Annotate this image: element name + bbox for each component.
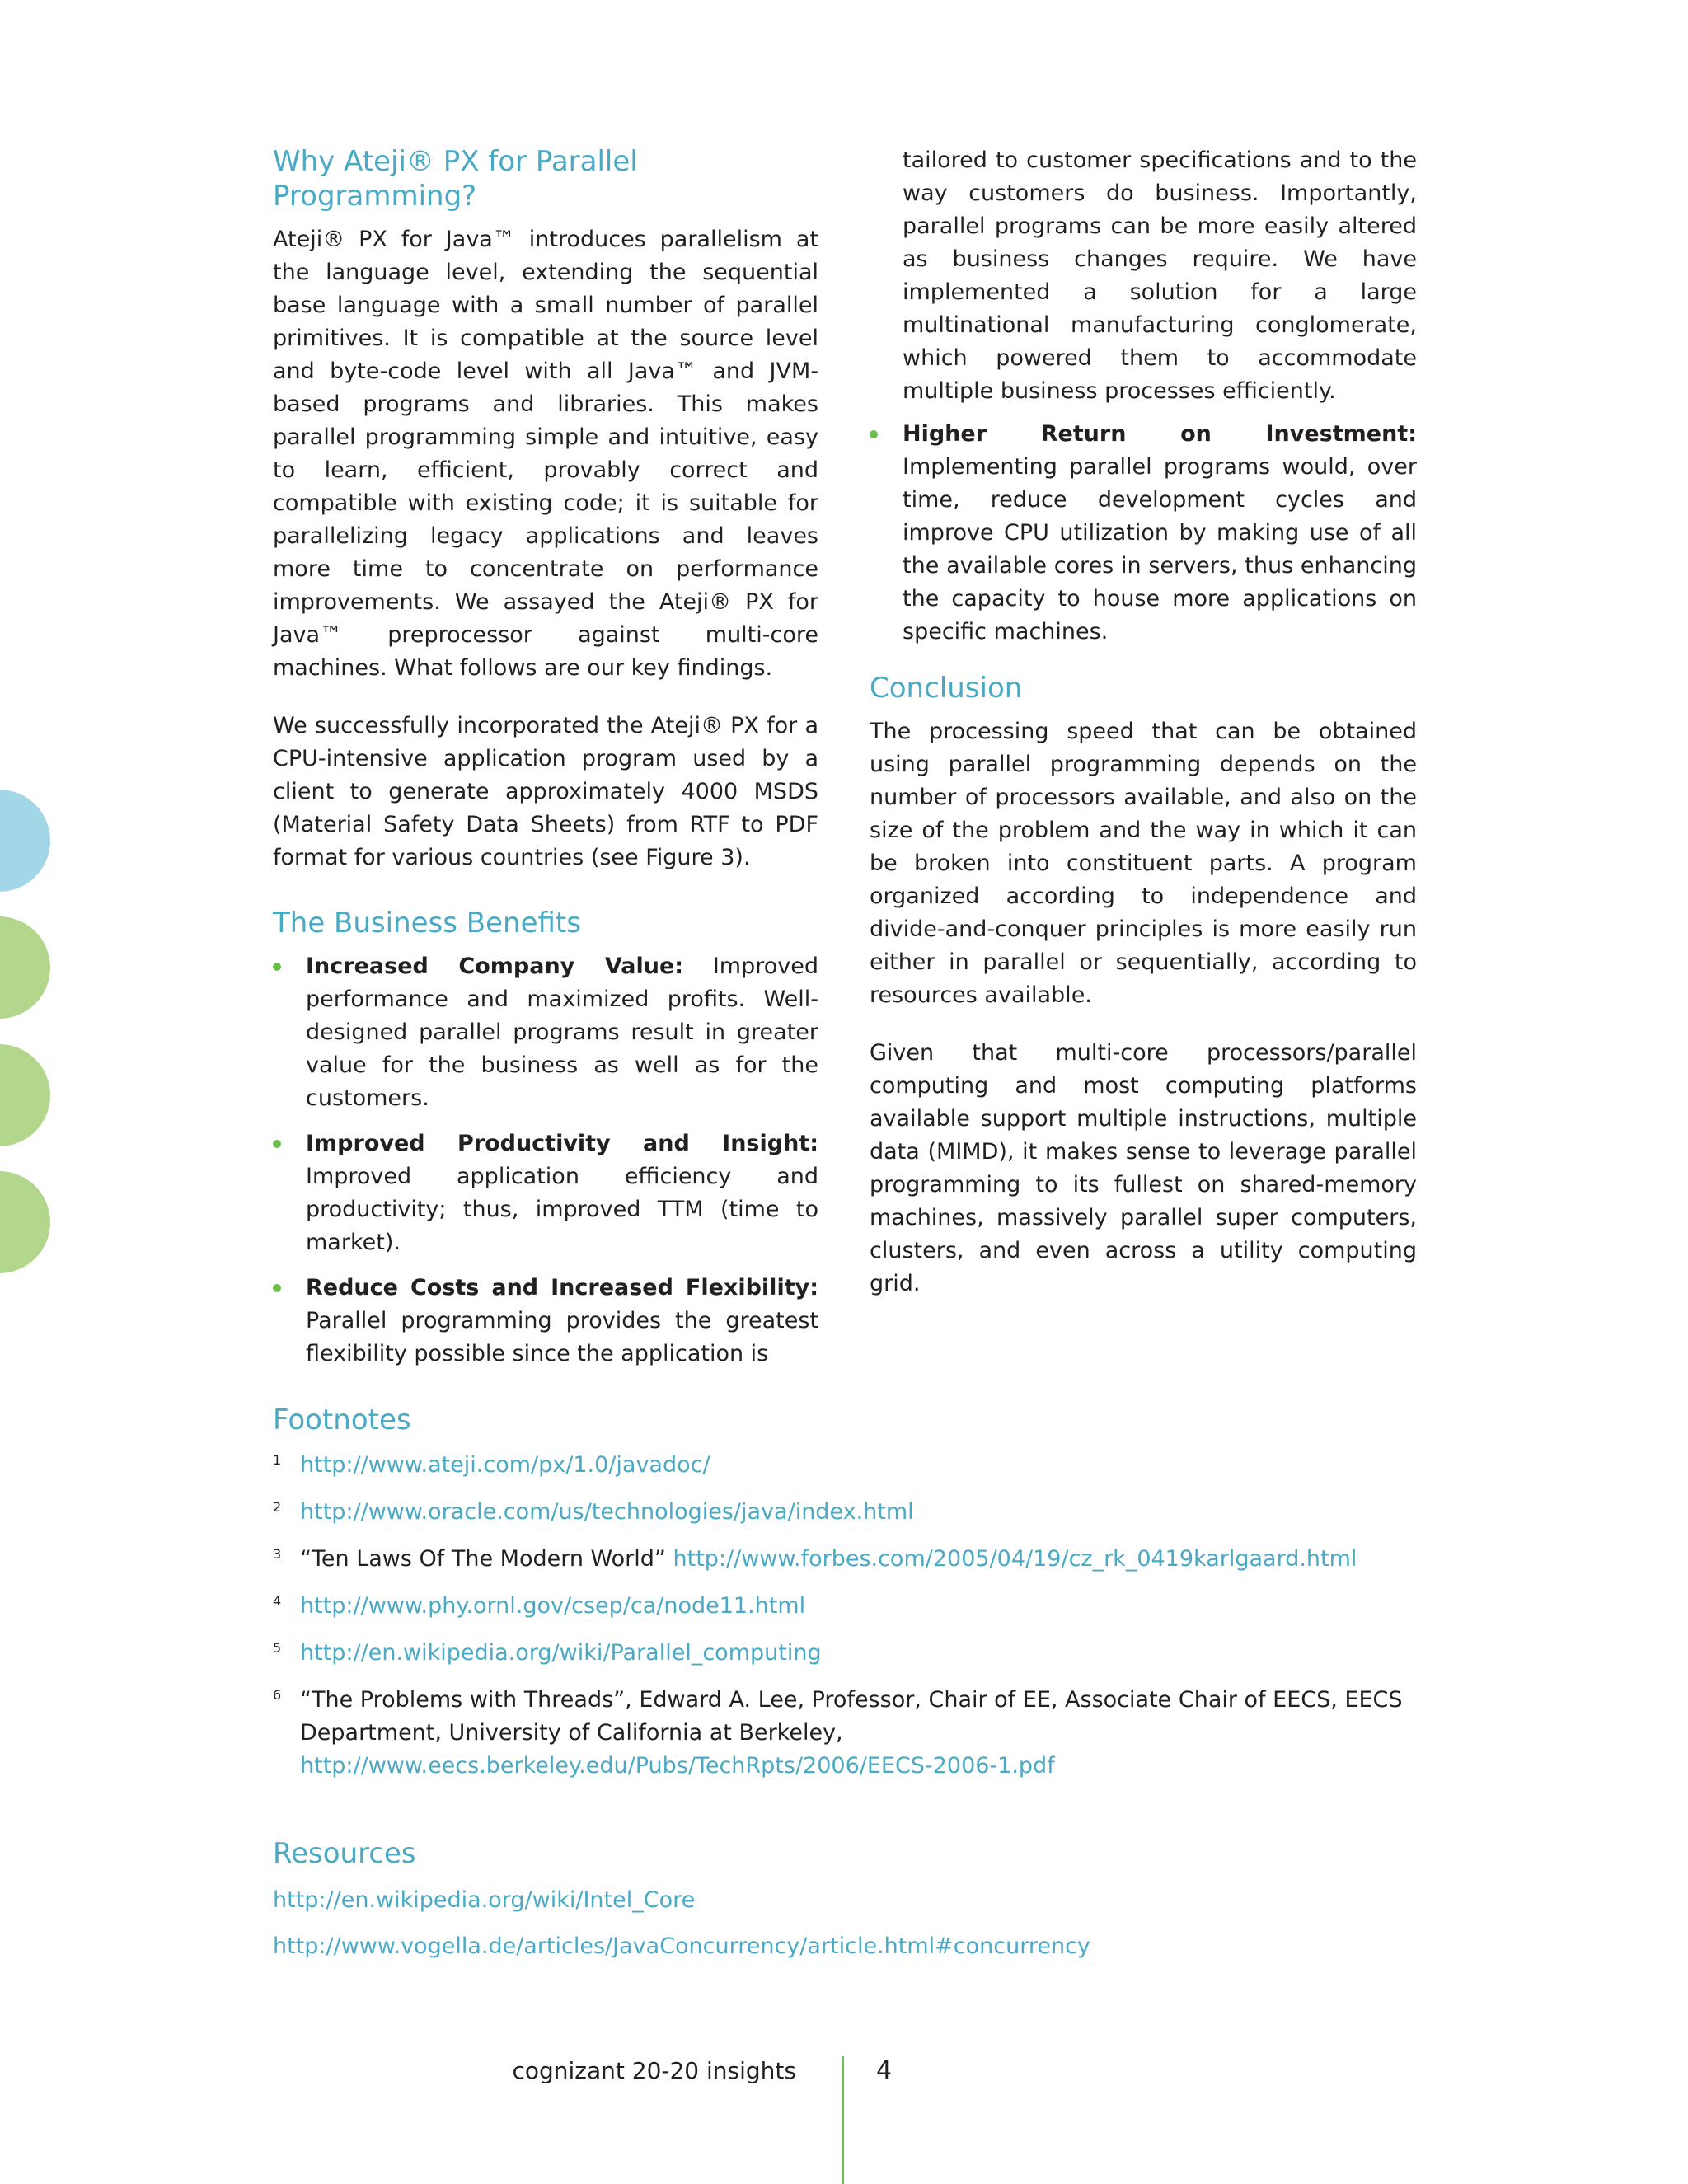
footnote-link[interactable]: http://www.oracle.com/us/technologies/java/index.html [300, 1499, 914, 1525]
footnote-number: 3 [273, 1546, 282, 1562]
conclusion-heading: Conclusion [870, 672, 1023, 705]
benefit-item [870, 418, 1417, 649]
benefit-text: Parallel programming provides the greatest flexibility possible since the application is [306, 1308, 818, 1366]
footnotes-heading: Footnotes [273, 1404, 411, 1436]
decorative-circle-green [0, 1171, 50, 1273]
resource-link[interactable]: http://en.wikipedia.org/wiki/Intel_Core [273, 1887, 696, 1913]
conclusion-paragraph: Given that multi-core processors/parallel computing and most computing platforms available support multiple instructions, multiple data (MIMD), it makes sense to leverage parallel programming to its fullest on shared-memory machines, massively parallel super computers, clusters, and even across a utility computing grid. [870, 1040, 1417, 1296]
conclusion-paragraph: The processing speed that can be obtained using parallel programming depends on the number of processors available, and also on the size of the problem and the way in which it can be broken into constituent parts. A program organized according to independence and divide-and-conquer principles is more easily run either in parallel or sequentially, according to resources available. [870, 719, 1417, 1008]
benefit-text: Improved application efficiency and productivity; thus, improved TTM (time to market). [306, 1164, 818, 1255]
benefit-text: Improved performance and maximized profits. Well-designed parallel programs result in greater value for the business as well as for the customers. [306, 954, 818, 1111]
resources-section [273, 1836, 1418, 1963]
page-number: 4 [876, 2056, 893, 2085]
bullet-dot [870, 430, 878, 438]
footnote-number: 4 [273, 1593, 282, 1609]
footnote-item [273, 1449, 1418, 1482]
benefit-item [273, 950, 818, 1115]
footnote-item [273, 1684, 1418, 1783]
footnote-item [273, 1637, 1418, 1670]
right-column [870, 144, 1417, 1301]
footnote-number: 1 [273, 1452, 282, 1468]
footnote-link[interactable]: http://www.forbes.com/2005/04/19/cz_rk_0419karlgaard.html [673, 1546, 1357, 1572]
why-paragraph: Ateji® PX for Java™ introduces parallelism at the language level, extending the sequential base language with a small number of parallel primitives. It is compatible at the source level and byte-code level with all Java™ and JVM-based programs and libraries. This makes parallel programming simple and intuitive, easy to learn, efficient, provably correct and compatible with existing code; it is suitable for parallelizing legacy applications and leaves more time to concentrate on performance improvements. We assayed the Ateji® PX for Java™ preprocessor against multi-core machines. What follows are our key findings. [273, 227, 818, 681]
footnote-number: 2 [273, 1499, 282, 1515]
resource-line [273, 1884, 1418, 1917]
footnote-item [273, 1590, 1418, 1623]
decorative-circle-green [0, 916, 50, 1019]
resource-line [273, 1930, 1418, 1963]
footnotes-section [273, 1403, 1418, 1797]
footnote-text: “The Problems with Threads”, Edward A. Lee, Professor, Chair of EE, Associate Chair of EECS, EECS Department, University of California at Berkeley, [300, 1687, 1403, 1746]
bullet-dot [273, 1284, 281, 1292]
bullet-dot [273, 1140, 281, 1148]
benefit-item [273, 1127, 818, 1259]
resource-link[interactable]: http://www.vogella.de/articles/JavaConcurrency/article.html#concurrency [273, 1933, 1090, 1959]
benefits-list-continued [870, 418, 1417, 649]
footnote-link[interactable]: http://www.ateji.com/px/1.0/javadoc/ [300, 1452, 710, 1478]
footer-publication: cognizant 20-20 insights [512, 2057, 796, 2084]
benefit-text: Implementing parallel programs would, over time, reduce development cycles and improve CPU utilization by making use of all the available cores in servers, thus enhancing the capacity to house more applications on specific machines. [903, 454, 1417, 644]
bullet-dot [273, 963, 281, 971]
footnote-number: 6 [273, 1687, 282, 1703]
footnote-text: “Ten Laws Of The Modern World” [300, 1546, 673, 1572]
footnote-link[interactable]: http://www.eecs.berkeley.edu/Pubs/TechRpts/2006/EECS-2006-1.pdf [300, 1753, 1055, 1779]
footer-divider [842, 2056, 844, 2184]
benefit-title: Increased Company Value: [306, 954, 684, 979]
decorative-circle-blue [0, 790, 50, 892]
resources-heading: Resources [273, 1837, 416, 1870]
benefits-list [273, 950, 818, 1371]
footnote-item [273, 1496, 1418, 1529]
benefit-continued-text: tailored to customer specifications and to the way customers do business. Importantly, parallel programs can be more easily altered as business changes require. We have implemented a solution for a large multinational manufacturing conglomerate, which powered them to accommodate multiple business processes efficiently. [903, 148, 1417, 404]
footnote-item [273, 1543, 1418, 1576]
why-heading: Why Ateji® PX for Parallel Programming? [273, 145, 638, 213]
footnotes-list [273, 1449, 1418, 1783]
left-column [273, 144, 818, 1383]
why-paragraph: We successfully incorporated the Ateji® PX for a CPU-intensive application program used by a client to generate approximately 4000 MSDS (Material Safety Data Sheets) from RTF to PDF format for various countries (see Figure 3). [273, 713, 818, 870]
footnote-link[interactable]: http://www.phy.ornl.gov/csep/ca/node11.html [300, 1593, 806, 1619]
decorative-circle-green [0, 1044, 50, 1146]
benefit-title: Reduce Costs and Increased Flexibility: [306, 1275, 818, 1301]
benefit-title: Higher Return on Investment: [903, 421, 1417, 447]
footnote-link[interactable]: http://en.wikipedia.org/wiki/Parallel_computing [300, 1640, 822, 1666]
benefits-heading: The Business Benefits [273, 907, 581, 940]
benefit-item [273, 1272, 818, 1371]
footnote-number: 5 [273, 1640, 282, 1656]
benefit-title: Improved Productivity and Insight: [306, 1131, 818, 1156]
